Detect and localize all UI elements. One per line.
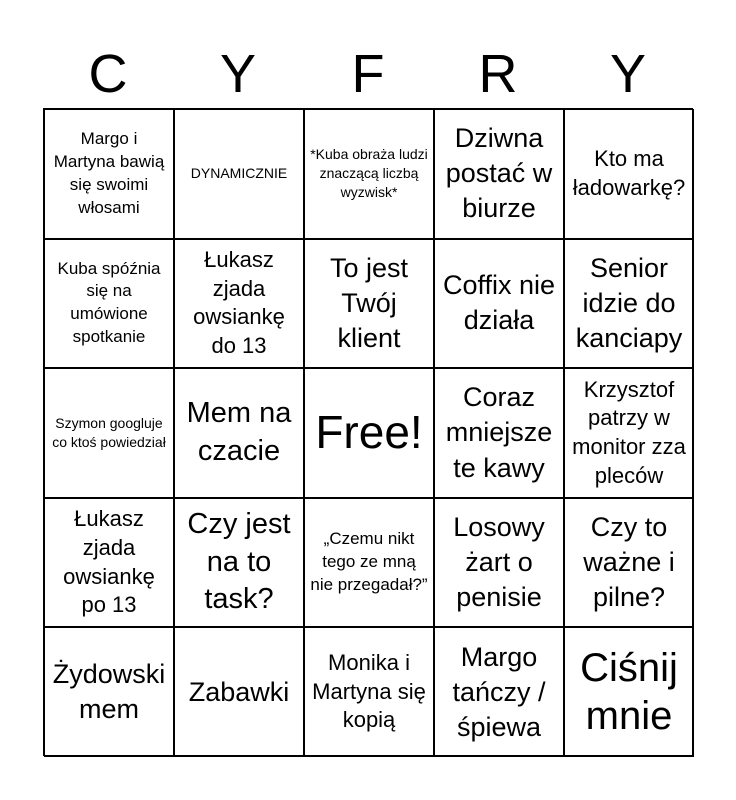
free-space-text: Free! <box>315 406 423 459</box>
bingo-board <box>43 108 693 756</box>
bingo-cell[interactable] <box>174 239 304 369</box>
cell-text: To jest Twój klient <box>329 252 409 353</box>
bingo-header <box>43 40 693 108</box>
header-letter: C <box>88 44 128 104</box>
cell-text: Łukasz zjada owsiankę do 13 <box>193 247 285 358</box>
bingo-cell[interactable] <box>434 627 564 757</box>
bingo-cell[interactable] <box>174 109 304 239</box>
bingo-cell[interactable] <box>564 498 694 628</box>
free-space-cell[interactable] <box>304 368 434 498</box>
bingo-cell[interactable] <box>304 239 434 369</box>
cell-text: Czy to ważne i pilne? <box>583 511 675 613</box>
bingo-cell[interactable] <box>44 498 174 628</box>
header-letter: R <box>478 44 518 104</box>
bingo-cell[interactable] <box>434 498 564 628</box>
bingo-cell[interactable] <box>564 239 694 369</box>
cell-text: Łukasz zjada owsiankę po 13 <box>63 506 155 618</box>
cell-text: Żydowski mem <box>52 659 166 725</box>
cell-text: Monika i Martyna się kopią <box>312 650 426 733</box>
bingo-cell[interactable] <box>564 627 694 757</box>
cell-text: *Kuba obraża ludzi znaczącą liczbą wyzwisk* <box>310 146 428 201</box>
cell-text: DYNAMICZNIE <box>190 165 288 182</box>
bingo-cell[interactable] <box>174 498 304 628</box>
cell-text: Kuba spóźnia się na umówione spotkanie <box>57 258 161 347</box>
header-letter: F <box>351 44 385 104</box>
cell-text: Margo i Martyna bawią się swoimi włosami <box>53 128 165 217</box>
cell-text: Szymon googluje co ktoś powiedział <box>52 415 166 450</box>
cell-text: „Czemu nikt tego ze mną nie przegadał?” <box>310 529 428 595</box>
cell-text: Ciśnij mnie <box>580 646 678 739</box>
bingo-cell[interactable] <box>174 368 304 498</box>
cell-text: Kto ma ładowarkę? <box>572 146 686 200</box>
cell-text: Losowy żart o penisie <box>453 511 545 613</box>
cell-text: Coraz mniejsze te kawy <box>445 382 553 483</box>
bingo-cell[interactable] <box>304 627 434 757</box>
cell-text: Mem na czacie <box>186 397 292 467</box>
cell-text: Zabawki <box>188 676 290 707</box>
bingo-cell[interactable] <box>304 498 434 628</box>
bingo-cell[interactable] <box>564 109 694 239</box>
bingo-cell[interactable] <box>434 109 564 239</box>
cell-text: Senior idzie do kanciapy <box>575 252 683 353</box>
bingo-cell[interactable] <box>44 109 174 239</box>
cell-text: Coffix nie działa <box>442 270 556 336</box>
bingo-cell[interactable] <box>44 368 174 498</box>
header-letter: Y <box>609 44 647 104</box>
cell-text: Dziwna postać w biurze <box>445 123 553 224</box>
bingo-cell[interactable] <box>434 368 564 498</box>
bingo-cell[interactable] <box>44 239 174 369</box>
cell-text: Krzysztof patrzy w monitor zza pleców <box>572 376 686 488</box>
bingo-cell[interactable] <box>434 239 564 369</box>
bingo-cell[interactable] <box>174 627 304 757</box>
bingo-cell[interactable] <box>44 627 174 757</box>
header-letter: Y <box>219 44 257 104</box>
bingo-cell[interactable] <box>304 109 434 239</box>
cell-text: Czy jest na to task? <box>187 508 291 616</box>
bingo-cell[interactable] <box>564 368 694 498</box>
cell-text: Margo tańczy / śpiewa <box>452 641 546 742</box>
